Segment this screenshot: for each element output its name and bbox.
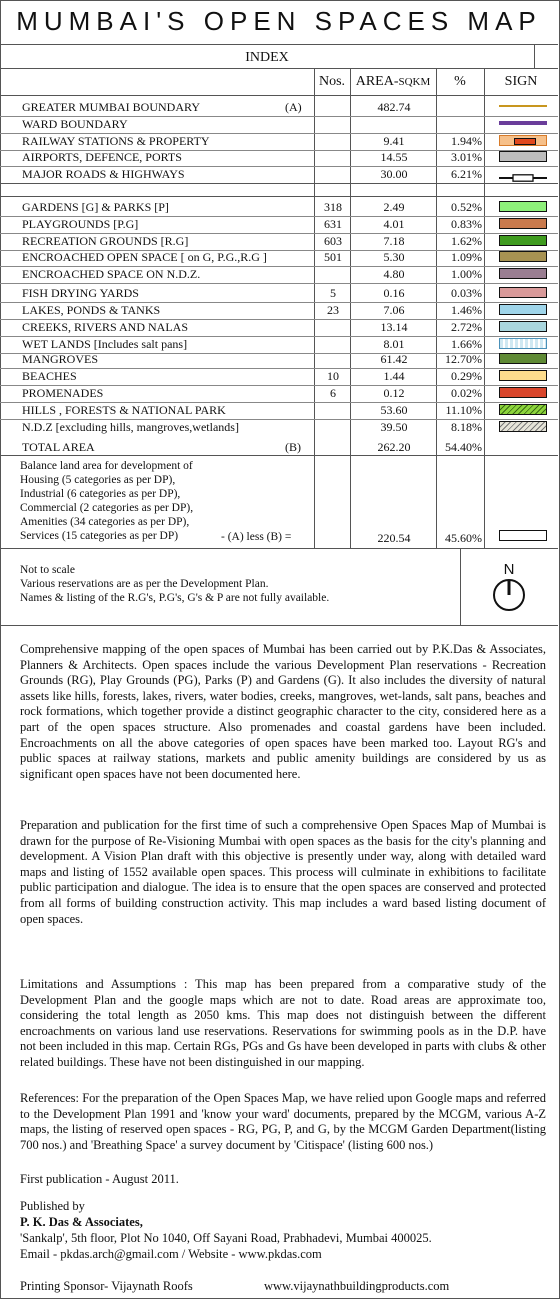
row-name: WARD BOUNDARY — [22, 117, 128, 131]
row-area: 262.20 — [377, 440, 411, 454]
index-label: INDEX — [245, 50, 289, 65]
page-title: MUMBAI'S OPEN SPACES MAP — [16, 6, 542, 36]
first-publication: First publication - August 2011. — [20, 1172, 179, 1186]
row-pct: 0.03% — [451, 286, 482, 300]
balance-formula: - (A) less (B) = — [221, 531, 292, 543]
row-area: 2.49 — [383, 200, 405, 214]
row-name: GREATER MUMBAI BOUNDARY — [22, 100, 201, 114]
beach-swatch — [499, 370, 547, 381]
paragraph-references: References: For the preparation of the Open Spaces Map, we have relied upon Google maps and referred to the Development Plan 1991 and 'know your ward' documents, prepared by the MCGM, various A-Z maps, the listing of reserved open spaces - RG, PG, P, and G, by the MCGM Garden Department(listing 700 nos.) and 'Breathing Space' a survey document by 'Citispace' (listing 600 nos.) — [20, 1091, 546, 1152]
row-name: ENCROACHED OPEN SPACE [ on G, P.G.,R.G ] — [22, 250, 267, 264]
row-nos: 318 — [324, 200, 342, 214]
row-area: 0.16 — [383, 286, 405, 300]
row-name: RAILWAY STATIONS & PROPERTY — [22, 134, 210, 148]
row-nos: 603 — [324, 234, 342, 248]
row-name: ENCROACHED SPACE ON N.D.Z. — [22, 267, 201, 281]
row-pct: 6.21% — [451, 167, 482, 181]
row-pct: 1.62% — [451, 234, 482, 248]
row-name: TOTAL AREA — [22, 440, 95, 454]
boundary-line-icon — [499, 105, 547, 107]
wetland-swatch — [499, 338, 547, 349]
row-divider — [0, 283, 558, 284]
road-icon — [499, 169, 547, 177]
row-name: N.D.Z [excluding hills, mangroves,wetlands] — [22, 420, 239, 434]
row-nos: 631 — [324, 217, 342, 231]
row-pct: 8.18% — [451, 420, 482, 434]
row-name: RECREATION GROUNDS [R.G] — [22, 234, 189, 248]
row-nos: 5 — [330, 286, 336, 300]
row-area: 4.01 — [383, 217, 405, 231]
divider — [0, 68, 558, 69]
header-area-label: AREA- — [355, 74, 399, 89]
row-area: 53.60 — [380, 403, 408, 417]
divider — [0, 183, 558, 184]
publisher-contact: Email - pkdas.arch@gmail.com / Website - www.pkdas.com — [20, 1247, 322, 1261]
row-pct: 1.94% — [451, 134, 482, 148]
row-name: PROMENADES — [22, 386, 104, 400]
row-pct: 0.52% — [451, 200, 482, 214]
row-pct: 1.46% — [451, 303, 482, 317]
header-area-unit: SQKM — [398, 76, 431, 88]
publisher-name: P. K. Das & Associates, — [20, 1215, 143, 1229]
notes — [20, 563, 329, 605]
recreation-swatch — [499, 235, 547, 246]
row-area: 8.01 — [383, 337, 405, 351]
row-nos: 501 — [324, 250, 342, 264]
row-name: MAJOR ROADS & HIGHWAYS — [22, 167, 185, 181]
encroached-ndz-swatch — [499, 268, 547, 279]
balance-line: Housing (5 categories as per DP), — [20, 474, 176, 486]
row-area: 7.06 — [383, 303, 405, 317]
encroached-swatch — [499, 251, 547, 262]
divider — [0, 625, 558, 626]
row-name: BEACHES — [22, 369, 77, 383]
row-pct: 0.83% — [451, 217, 482, 231]
publisher-name-text: P. K. Das & Associates — [20, 1215, 140, 1229]
row-pct: 11.10% — [445, 403, 482, 417]
fish-yard-swatch — [499, 287, 547, 298]
forest-swatch — [499, 404, 547, 415]
balance-line: Industrial (6 categories as per DP), — [20, 488, 181, 500]
playground-swatch — [499, 218, 547, 229]
row-pct: 1.66% — [451, 337, 482, 351]
row-area: 5.30 — [383, 250, 405, 264]
row-name: HILLS , FORESTS & NATIONAL PARK — [22, 403, 226, 417]
row-pct: 3.01% — [451, 150, 482, 164]
row-area: 482.74 — [377, 100, 411, 114]
column-divider — [314, 68, 315, 548]
row-code: (B) — [285, 440, 301, 454]
row-nos: 10 — [327, 369, 339, 383]
mangrove-swatch — [499, 353, 547, 364]
balance-line: Balance land area for development of — [20, 460, 193, 472]
row-area: 13.14 — [380, 320, 408, 334]
row-pct: 54.40% — [445, 440, 482, 454]
divider — [0, 196, 558, 197]
row-name: GARDENS [G] & PARKS [P] — [22, 200, 169, 214]
row-area: 1.44 — [383, 369, 405, 383]
row-pct: 2.72% — [451, 320, 482, 334]
row-name: MANGROVES — [22, 352, 99, 366]
railway-swatch — [499, 135, 547, 146]
column-divider — [534, 44, 535, 68]
row-area: 4.80 — [383, 267, 405, 281]
balance-area: 220.54 — [377, 531, 411, 545]
row-pct: 1.09% — [451, 250, 482, 264]
row-name: LAKES, PONDS & TANKS — [22, 303, 161, 317]
divider — [0, 95, 558, 96]
north-arrow — [489, 561, 529, 616]
row-area: 7.18 — [383, 234, 405, 248]
row-code: (A) — [285, 100, 302, 114]
row-pct: 0.29% — [451, 369, 482, 383]
paragraph-limitations: Limitations and Assumptions : This map has been prepared from a comparative study of the Development Plan and the google maps which are not to date. Road areas are approximate too, considering the total length as 2050 kms. This map does not distinguish between the different encroachments on various land use reservations. Reservations for swimming pools as in the D.P. have not been included in this map. Certain RGs, PGs and Gs have been developed in parts with clubs & other related buildings. These have not been distinguished in our mapping. — [20, 977, 546, 1069]
column-divider — [460, 548, 461, 625]
balance-line: Amenities (34 categories as per DP), — [20, 516, 190, 528]
balance-line: Services (15 categories as per DP) — [20, 530, 179, 542]
sponsor-url: www.vijaynathbuildingproducts.com — [264, 1279, 450, 1293]
row-name: CREEKS, RIVERS AND NALAS — [22, 320, 189, 334]
north-label: N — [503, 561, 515, 578]
row-area: 39.50 — [380, 420, 408, 434]
lake-swatch — [499, 304, 547, 315]
divider — [0, 548, 558, 549]
ndz-swatch — [499, 421, 547, 432]
compass-icon — [492, 578, 526, 612]
row-area: 0.12 — [383, 386, 405, 400]
row-name: FISH DRYING YARDS — [22, 286, 139, 300]
row-name: PLAYGROUNDS [P.G] — [22, 217, 139, 231]
printing-sponsor: Printing Sponsor- Vijaynath Roofs — [20, 1279, 193, 1293]
header-sign: SIGN — [504, 74, 538, 89]
paragraph-purpose: Preparation and publication for the first time of such a comprehensive Open Spaces Map of Mumbai is drawn for the purpose of Re-Visioning Mumbai with open spaces as the basis for the city's planning and development. A Vision Plan draft with this objective is presently under way, along with detailed ward maps and listing of 1552 available open spaces. This process will culminate in exhibitions to facilitate public participation and dialogue. The idea is to ensure that the open spaces are conserved and protected from all forms of building construction activity. This map includes a ward based listing document of open spaces. — [20, 818, 546, 926]
balance-land-text — [20, 459, 193, 543]
row-area: 9.41 — [383, 134, 405, 148]
header-nos: Nos. — [318, 74, 346, 89]
ward-line-icon — [499, 121, 547, 125]
divider — [0, 44, 558, 45]
column-divider — [484, 68, 485, 548]
header-pct: % — [454, 74, 466, 89]
row-area: 61.42 — [380, 352, 408, 366]
published-by: Published by — [20, 1199, 85, 1213]
publisher-address: 'Sankalp', 5th floor, Plot No 1040, Off Sayani Road, Prabhadevi, Mumbai 400025. — [20, 1231, 432, 1245]
garden-swatch — [499, 201, 547, 212]
header-area — [350, 74, 436, 90]
row-area: 14.55 — [380, 150, 408, 164]
row-pct: 12.70% — [445, 352, 482, 366]
balance-line: Commercial (2 categories as per DP), — [20, 502, 194, 514]
airport-swatch — [499, 151, 547, 162]
note-line: Names & listing of the R.G's, P.G's, G's & P are not fully available. — [20, 592, 330, 604]
row-name: WET LANDS [Includes salt pans] — [22, 337, 188, 351]
divider — [0, 455, 558, 456]
balance-pct: 45.60% — [445, 531, 482, 545]
row-area: 30.00 — [380, 167, 408, 181]
row-pct: 1.00% — [451, 267, 482, 281]
row-pct: 0.02% — [451, 386, 482, 400]
row-nos: 6 — [330, 386, 336, 400]
row-name: AIRPORTS, DEFENCE, PORTS — [22, 150, 182, 164]
row-nos: 23 — [327, 303, 339, 317]
promenade-swatch — [499, 387, 547, 398]
note-line: Not to scale — [20, 564, 75, 576]
column-divider — [350, 68, 351, 548]
creek-swatch — [499, 321, 547, 332]
paragraph-intro: Comprehensive mapping of the open spaces of Mumbai has been carried out by P.K.Das & Associates, Planners & Architects. Open spaces include the various Development Plan reservations - Recreation Grounds (RG), Play Grounds (PG), Parks (P) and Gardens (G). It also includes the diversity of natural assets like hills, forests, lakes, rivers, water bodies, creeks, mangroves, wet-lands, salt pans, beaches and rock formations, which together provide a distinct geographic character to the city, considered here as a part of the open spaces structure. Also promenades and coastal gardens have been included. Encroachments on all the above categories of open spaces have been marked too. Layout RG's and public spaces at railway stations, markets and public amenity buildings are considered by us as significant open spaces have not been documented here. — [20, 642, 546, 781]
note-line: Various reservations are as per the Development Plan. — [20, 578, 269, 590]
balance-swatch — [499, 530, 547, 541]
